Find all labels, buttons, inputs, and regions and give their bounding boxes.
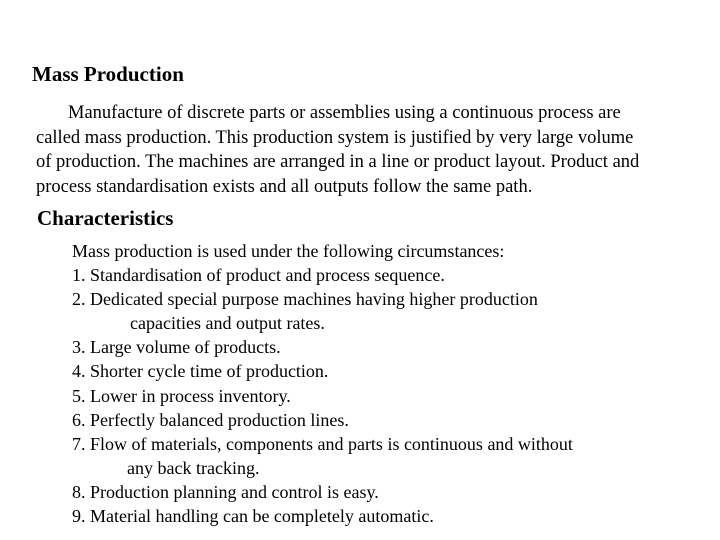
list-item: 1. Standardisation of product and process sequence. [72,265,445,286]
list-item: 7. Flow of materials, components and parts is continuous and without [72,433,573,454]
page-title: Mass Production [32,62,184,86]
intro-line: Manufacture of discrete parts or assemblies using a continuous process are [68,103,621,123]
list-item-continuation: any back tracking. [127,457,260,478]
list-item: 5. Lower in process inventory. [72,385,291,406]
list-item: 9. Material handling can be completely automatic. [72,506,434,527]
list-item: 6. Perfectly balanced production lines. [72,409,349,430]
list-item: 8. Production planning and control is easy. [72,481,379,502]
intro-paragraph [36,101,706,199]
intro-line: called mass production. This production system is justified by very large volume [36,127,634,148]
list-item: 2. Dedicated special purpose machines having higher production [72,289,538,310]
list-intro: Mass production is used under the following circumstances: [72,241,505,261]
section-heading: Characteristics [37,206,174,230]
list-item: 4. Shorter cycle time of production. [72,361,329,382]
intro-line: process standardisation exists and all outputs follow the same path. [36,176,533,197]
intro-line: of production. The machines are arranged in a line or product layout. Product and [36,152,640,172]
characteristics-list [72,239,712,528]
list-item: 3. Large volume of products. [72,337,281,358]
list-item-continuation: capacities and output rates. [130,313,325,334]
